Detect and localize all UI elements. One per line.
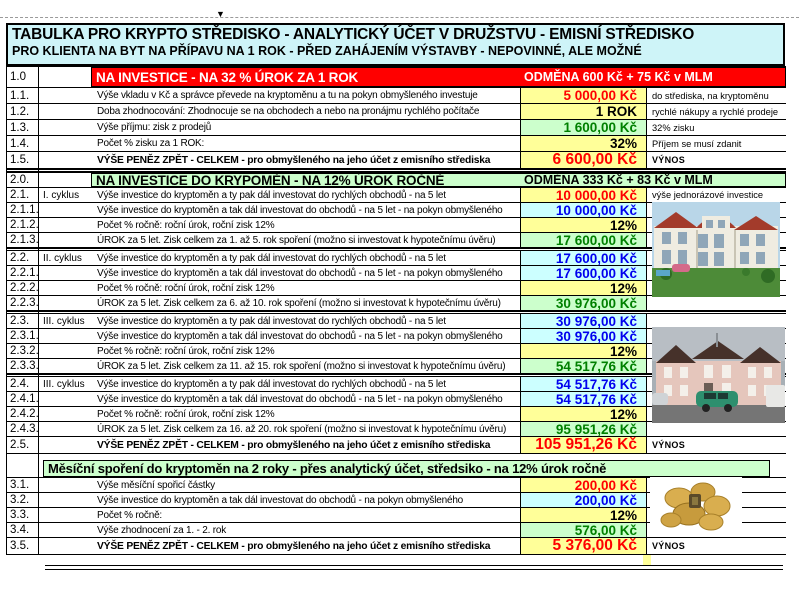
cycle-label — [39, 120, 95, 135]
row-number: 2.3.2. — [7, 344, 39, 358]
section1-header-row — [7, 66, 786, 88]
value-cell[interactable]: 17 600,00 Kč — [520, 266, 647, 280]
section3-header-bar: Měsíční spoření do kryptoměn na 2 roky - přes analytický účet, středsiko - na 12% úrok ročně — [43, 460, 770, 477]
cycle-label — [39, 523, 95, 537]
row-number: 2.1.1. — [7, 203, 39, 217]
cycle-label: III. cyklus — [43, 378, 85, 390]
cycle-label: I. cyklus — [43, 189, 80, 201]
row-description: Doba zhodnocování: Zhodnocuje se na obchodech a nebo na pronájmu rychlého počítače — [97, 106, 480, 117]
row-description: Výše investice do kryptoměn a ty pak dál investovat do rychlých obchodů - na 5 let — [97, 252, 446, 264]
row-description: Počet % ročně: roční úrok, roční zisk 12% — [97, 219, 275, 231]
row-description: ÚROK za 5 let. Zisk celkem za 6. až 10. rok spoření (možno si investovat k hypotečnímu úvěru) — [97, 297, 501, 309]
note-text: Příjem se musí zdanit — [652, 138, 742, 149]
note-text: VÝNOS — [652, 541, 686, 551]
gold-coins-image — [650, 477, 742, 537]
note-text: do střediska, na kryptoměnu — [652, 90, 769, 101]
table-row — [7, 188, 786, 203]
section1-header-bar — [91, 67, 786, 87]
value-cell[interactable]: 17 600,00 Kč — [520, 233, 647, 247]
row-description: Výše investice do kryptoměn a tak dál investovat do obchodů - na 5 let - na pokyn obmyšleného — [97, 204, 503, 216]
bottom-double-line — [45, 565, 783, 570]
row-description: Výše zhodnocení za 1. - 2. rok — [97, 524, 227, 536]
row-number: 2.1.3. — [7, 233, 39, 247]
note-text — [647, 296, 786, 310]
row-description: ÚROK za 5 let. Zisk celkem za 1. až 5. rok spoření (možno si investovat k hypotečnímu úvěru) — [97, 234, 496, 246]
cycle-label — [39, 392, 95, 406]
row-number: 1.0 — [7, 67, 39, 87]
cycle-label — [39, 218, 95, 232]
row-number-cell — [7, 312, 39, 313]
row-description: ÚROK za 5 let. Zisk celkem za 11. až 15. rok spoření (možno si investovat k hypotečnímu úvěru) — [97, 360, 506, 372]
row-number: 2.2.2. — [7, 281, 39, 295]
row-number: 1.1. — [7, 88, 39, 103]
table-row — [7, 88, 786, 104]
row-number: 3.1. — [7, 478, 39, 492]
value-cell[interactable]: 10 000,00 Kč — [520, 203, 647, 217]
row-number: 3.5. — [7, 538, 39, 554]
value-cell[interactable]: 12% — [520, 344, 647, 358]
page-break-line — [0, 17, 799, 18]
cycle-label — [39, 508, 95, 522]
value-cell[interactable]: 30 976,00 Kč — [520, 329, 647, 343]
cycle-label — [39, 344, 95, 358]
value-cell[interactable]: 54 517,76 Kč — [520, 377, 647, 391]
value-cell[interactable]: 30 976,00 Kč — [520, 296, 647, 310]
value-cell[interactable]: 12% — [520, 508, 647, 522]
value-cell[interactable]: 54 517,76 Kč — [520, 392, 647, 406]
value-cell[interactable]: 5 376,00 Kč — [520, 538, 647, 554]
cycle-label — [39, 407, 95, 421]
row-description: Výše příjmu: zisk z prodejů — [97, 122, 212, 133]
row-number-cell — [7, 170, 39, 171]
row-number: 1.2. — [7, 104, 39, 119]
cycle-label: II. cyklus — [43, 252, 82, 264]
page-break-marker-icon: ▼ — [216, 9, 225, 19]
cycle-label — [39, 422, 95, 436]
value-cell[interactable]: 1 ROK — [520, 104, 647, 119]
row-description: Počet % ročně: roční úrok, roční zisk 12% — [97, 408, 275, 420]
row-number: 2.3.1. — [7, 329, 39, 343]
note-text: VÝNOS — [652, 440, 686, 450]
value-cell[interactable]: 200,00 Kč — [520, 493, 647, 507]
row-description: Výše investice do kryptoměn a ty pak dál investovat do rychlých obchodů - na 5 let — [97, 189, 446, 201]
section-reward: ODMĚNA 600 Kč + 75 Kč v MLM — [524, 70, 713, 84]
cycle-label — [39, 88, 95, 103]
page-subtitle: PRO KLIENTA NA BYT NA PŘÍPAVU NA 1 ROK - PŘED ZAHÁJENÍM VÝSTAVBY - NEPOVINNÉ, ALE MOŽNÉ — [12, 44, 642, 58]
row-description: Počet % zisku za 1 ROK: — [97, 138, 205, 149]
table-row — [7, 152, 786, 169]
value-cell[interactable]: 576,00 Kč — [520, 523, 647, 537]
cycle-label — [39, 233, 95, 247]
table-row — [7, 104, 786, 120]
row-number: 2.5. — [7, 437, 39, 453]
row-description: Počet % ročně: roční úrok, roční zisk 12% — [97, 282, 275, 294]
row-number: 3.3. — [7, 508, 39, 522]
value-cell[interactable]: 1 600,00 Kč — [520, 120, 647, 135]
section2-header-bar — [91, 173, 786, 187]
value-cell[interactable]: 32% — [520, 136, 647, 151]
cycle-label — [39, 203, 95, 217]
row-number: 2.4.2. — [7, 407, 39, 421]
section2-header-row — [7, 172, 786, 188]
row-description: Výše měsíční spořicí částky — [97, 479, 215, 491]
note-text: VÝNOS — [652, 155, 686, 165]
row-number: 3.2. — [7, 493, 39, 507]
row-number-cell — [7, 375, 39, 376]
value-cell[interactable]: 12% — [520, 407, 647, 421]
row-description: Výše investice do kryptoměn a tak dál investovat do obchodů - na pokyn obmyšleného — [97, 494, 464, 506]
value-cell[interactable]: 200,00 Kč — [520, 478, 647, 492]
value-cell[interactable]: 95 951,26 Kč — [520, 422, 647, 436]
cycle-label — [39, 152, 95, 168]
row-description: Počet % ročně: roční úrok, roční zisk 12% — [97, 345, 275, 357]
row-number-cell — [7, 460, 39, 477]
cycle-label — [39, 538, 95, 554]
table-row — [7, 120, 786, 136]
cycle-label — [39, 281, 95, 295]
page-title: TABULKA PRO KRYPTO STŘEDISKO - ANALYTICKÝ ÚČET V DRUŽSTVU - EMISNÍ STŘEDISKO — [12, 26, 695, 43]
row-number: 2.2.3. — [7, 296, 39, 310]
cycle-label — [39, 359, 95, 373]
row-description: Výše investice do kryptoměn a tak dál investovat do obchodů - na 5 let - na pokyn obmyšleného — [97, 393, 503, 405]
note-text — [647, 314, 786, 328]
row-number: 2.3.3. — [7, 359, 39, 373]
note-text: 32% zisku — [652, 122, 695, 133]
row-number-cell — [7, 249, 39, 250]
table-row — [7, 136, 786, 152]
row-number: 2.1.2. — [7, 218, 39, 232]
cycle-label — [39, 493, 95, 507]
value-cell[interactable]: 6 600,00 Kč — [520, 152, 647, 168]
section-title: NA INVESTICE - NA 32 % ÚROK ZA 1 ROK — [96, 69, 359, 85]
row-description: Výše investice do kryptoměn a tak dál investovat do obchodů - na 5 let - na pokyn obmyšleného — [97, 330, 503, 342]
row-number: 2.0. — [7, 173, 39, 187]
row-description: Počet % ročně: — [97, 509, 163, 521]
row-number: 2.3. — [7, 314, 39, 328]
cycle-label — [39, 478, 95, 492]
cycle-label — [39, 329, 95, 343]
row-description: VÝŠE PENĚZ ZPĚT - CELKEM - pro obmyšleného na jeho účet z emisního střediska — [97, 154, 491, 166]
row-description: VÝŠE PENĚZ ZPĚT - CELKEM - pro obmyšleného na jeho účet z emisního střediska — [97, 439, 491, 451]
cycle-label — [39, 136, 95, 151]
section3-header-row — [7, 460, 786, 478]
title-box — [6, 23, 785, 66]
table-row — [7, 437, 786, 454]
row-number: 1.4. — [7, 136, 39, 151]
cycle-label — [39, 104, 95, 119]
row-number: 2.2. — [7, 251, 39, 265]
cycle-label — [39, 296, 95, 310]
cycle-label — [39, 437, 95, 453]
note-text: rychlé nákupy a rychlé prodeje — [652, 106, 779, 117]
row-description: Výše vkladu v Kč a správce převede na kryptoměnu a tu na pokyn obmyšleného investuje — [97, 90, 478, 101]
section-title: NA INVESTICE DO KRYPOMĚN - NA 12% ÚROK ROČNĚ — [96, 172, 445, 188]
row-number: 2.1. — [7, 188, 39, 202]
value-cell[interactable]: 30 976,00 Kč — [520, 314, 647, 328]
apartment-building-render-image — [652, 202, 780, 297]
value-cell[interactable]: 12% — [520, 281, 647, 295]
row-number: 1.3. — [7, 120, 39, 135]
table-row — [7, 296, 786, 311]
cycle-label: III. cyklus — [43, 315, 85, 327]
value-cell[interactable]: 17 600,00 Kč — [520, 251, 647, 265]
row-description: Výše investice do kryptoměn a ty pak dál investovat do rychlých obchodů - na 5 let — [97, 315, 446, 327]
table-row — [7, 538, 786, 555]
note-text: výše jednorázové investice — [652, 190, 764, 200]
row-description: Výše investice do kryptoměn a ty pak dál investovat do rychlých obchodů - na 5 let — [97, 378, 446, 390]
row-description: Výše investice do kryptoměn a tak dál investovat do obchodů - na 5 let - na pokyn obmyšleného — [97, 267, 503, 279]
apartment-building-photo-image — [652, 327, 785, 423]
row-number: 2.4. — [7, 377, 39, 391]
value-cell[interactable]: 5 000,00 Kč — [520, 88, 647, 103]
row-description: VÝŠE PENĚZ ZPĚT - CELKEM - pro obmyšleného na jeho účet z emisního střediska — [97, 540, 491, 552]
note-text — [647, 422, 786, 436]
section-reward: ODMĚNA 333 Kč + 83 Kč v MLM — [524, 173, 713, 187]
row-number: 2.2.1. — [7, 266, 39, 280]
table-row — [7, 422, 786, 437]
row-number: 3.4. — [7, 523, 39, 537]
value-cell[interactable]: 54 517,76 Kč — [520, 359, 647, 373]
row-description: ÚROK za 5 let. Zisk celkem za 16. až 20. rok spoření (možno si investovat k hypotečnímu úvěru) — [97, 423, 507, 435]
value-cell[interactable]: 105 951,26 Kč — [520, 437, 647, 453]
cycle-label — [39, 266, 95, 280]
value-cell[interactable]: 10 000,00 Kč — [520, 188, 647, 202]
row-number: 1.5. — [7, 152, 39, 168]
value-cell[interactable]: 12% — [520, 218, 647, 232]
row-number: 2.4.3. — [7, 422, 39, 436]
row-number: 2.4.1. — [7, 392, 39, 406]
